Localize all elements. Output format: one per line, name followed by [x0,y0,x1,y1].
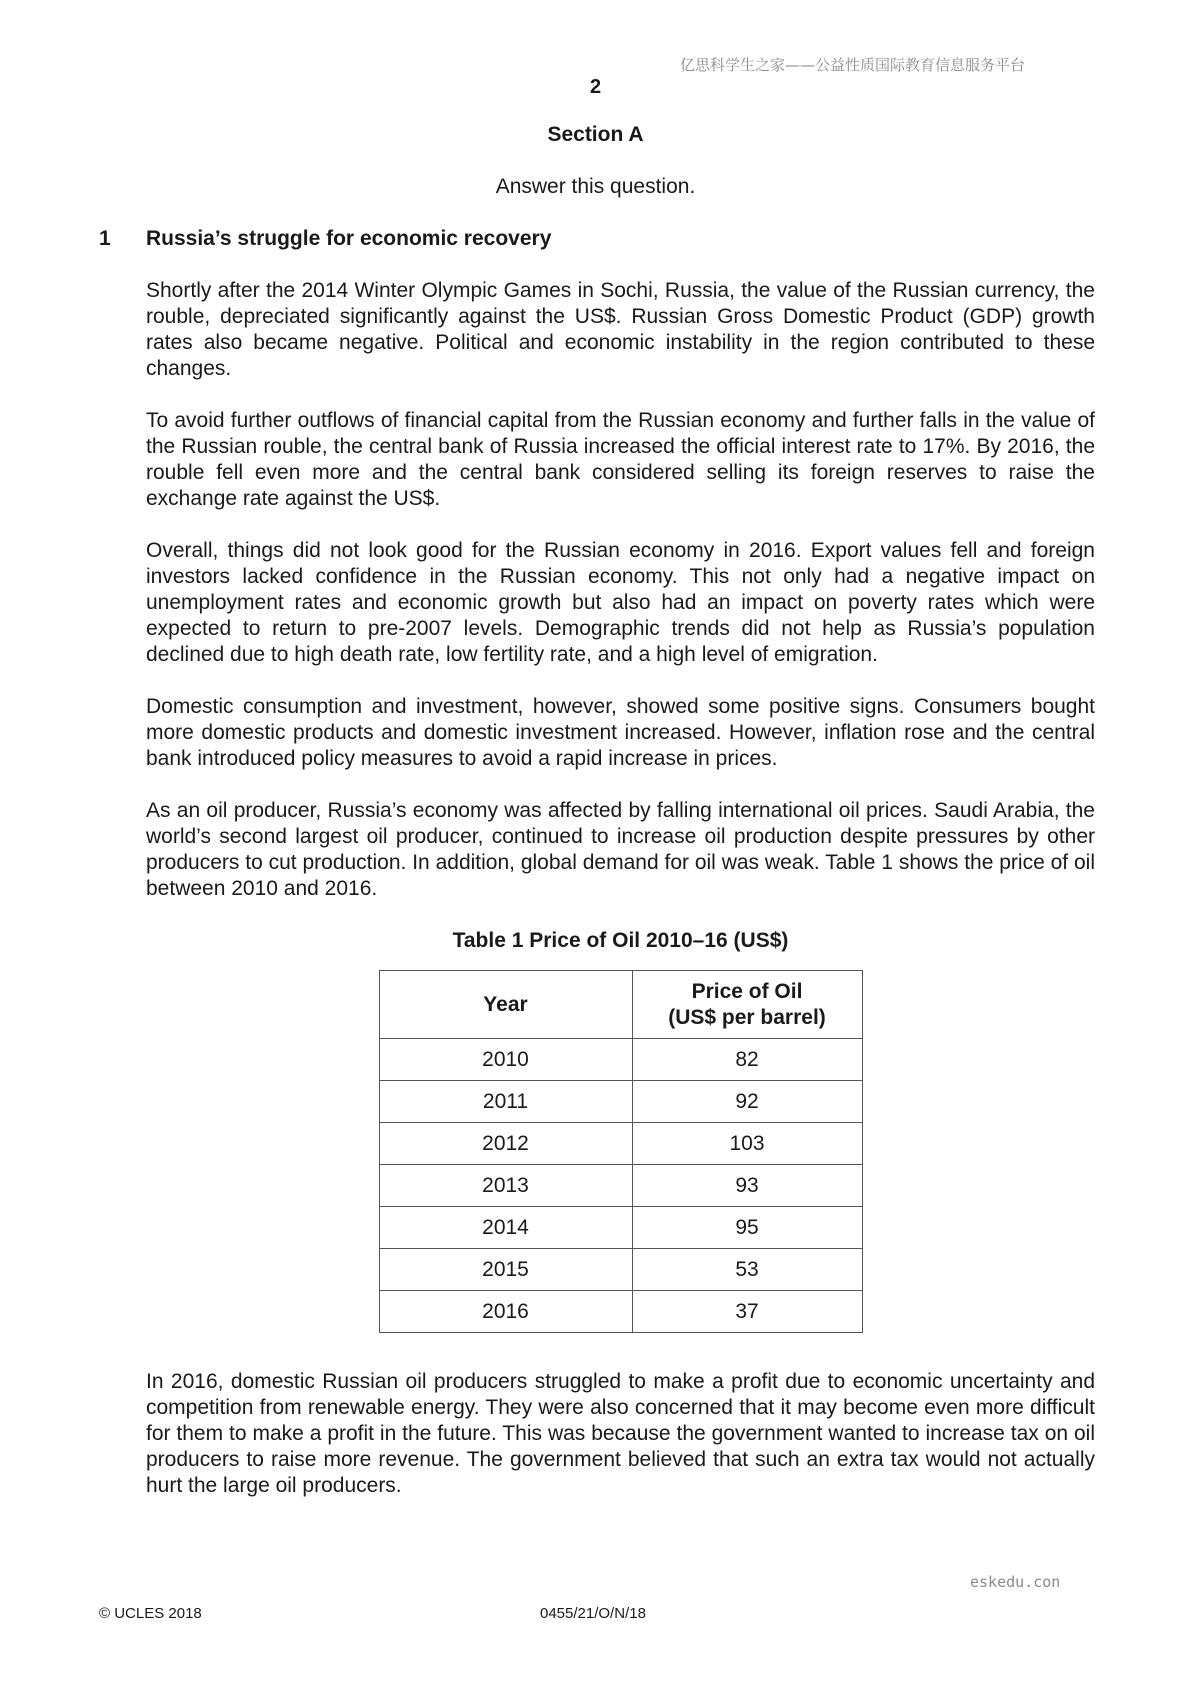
price-cell: 37 [632,1291,862,1333]
paper-code: 0455/21/O/N/18 [540,1605,646,1622]
oil-price-table [379,970,863,1333]
year-cell: 2015 [379,1249,632,1291]
instruction-text: Answer this question. [495,175,696,198]
year-cell: 2013 [379,1165,632,1207]
header-price-line1: Price of Oil [691,979,803,1003]
table-row [379,1249,862,1291]
section-title: Section A [547,123,644,146]
table-header-row [379,971,862,1039]
copyright: © UCLES 2018 [99,1605,202,1622]
price-cell: 92 [632,1081,862,1123]
table-row [379,1081,862,1123]
table-row [379,1039,862,1081]
footer-watermark: eskedu.con [970,1573,1061,1591]
paragraph: As an oil producer, Russia’s economy was affected by falling international oil prices. Saudi Arabia, the world’s second largest oil producer, continued to increase oil production despite pressures by other producers to cut production. In addition, global demand for oil was weak. Table 1 shows the price of oil between 2010 and 2016. [146,799,1095,900]
question-title: Russia’s struggle for economic recovery [146,227,552,250]
year-cell: 2012 [379,1123,632,1165]
paragraph: Overall, things did not look good for the Russian economy in 2016. Export values fell and foreign investors lacked confidence in the Russian economy. This not only had a negative impact on unemployment rates and economic growth but also had an impact on poverty rates which were expected to return to pre-2007 levels. Demographic trends did not help as Russia’s population declined due to high death rate, low fertility rate, and a high level of emigration. [146,539,1095,666]
paragraph: Shortly after the 2014 Winter Olympic Games in Sochi, Russia, the value of the Russian currency, the rouble, depreciated significantly against the US$. Russian Gross Domestic Product (GDP) growth rates also became negative. Political and economic instability in the region contributed to these changes. [146,279,1095,380]
price-cell: 103 [632,1123,862,1165]
header-watermark: 亿思科学生之家——公益性质国际教育信息服务平台 [680,56,1026,74]
header-price [632,971,862,1039]
table-caption: Table 1 Price of Oil 2010–16 (US$) [452,929,789,952]
header-price-line2: (US$ per barrel) [668,1005,826,1029]
year-cell: 2010 [379,1039,632,1081]
paragraph: To avoid further outflows of financial capital from the Russian economy and further falls in the value of the Russian rouble, the central bank of Russia increased the official interest rate to 17%. By 2016, the rouble fell even more and the central bank considered selling its foreign reserves to raise the exchange rate against the US$. [146,409,1095,510]
question-number: 1 [99,227,111,250]
year-cell: 2011 [379,1081,632,1123]
page-number: 2 [589,76,602,98]
closing-paragraph: In 2016, domestic Russian oil producers struggled to make a profit due to economic uncertainty and competition from renewable energy. They were also concerned that it may become even more difficult for them to make a profit in the future. This was because the government wanted to increase tax on oil producers to raise more revenue. The government believed that such an extra tax would not actually hurt the large oil producers. [146,1370,1095,1497]
question-body [146,278,1095,1525]
header-year: Year [379,971,632,1039]
table-row [379,1123,862,1165]
table-row [379,1207,862,1249]
year-cell: 2014 [379,1207,632,1249]
paragraph: Domestic consumption and investment, however, showed some positive signs. Consumers bought more domestic products and domestic investment increased. However, inflation rose and the central bank introduced policy measures to avoid a rapid increase in prices. [146,695,1095,770]
year-cell: 2016 [379,1291,632,1333]
price-cell: 95 [632,1207,862,1249]
price-cell: 53 [632,1249,862,1291]
table-row [379,1291,862,1333]
table-row [379,1165,862,1207]
price-cell: 93 [632,1165,862,1207]
price-cell: 82 [632,1039,862,1081]
